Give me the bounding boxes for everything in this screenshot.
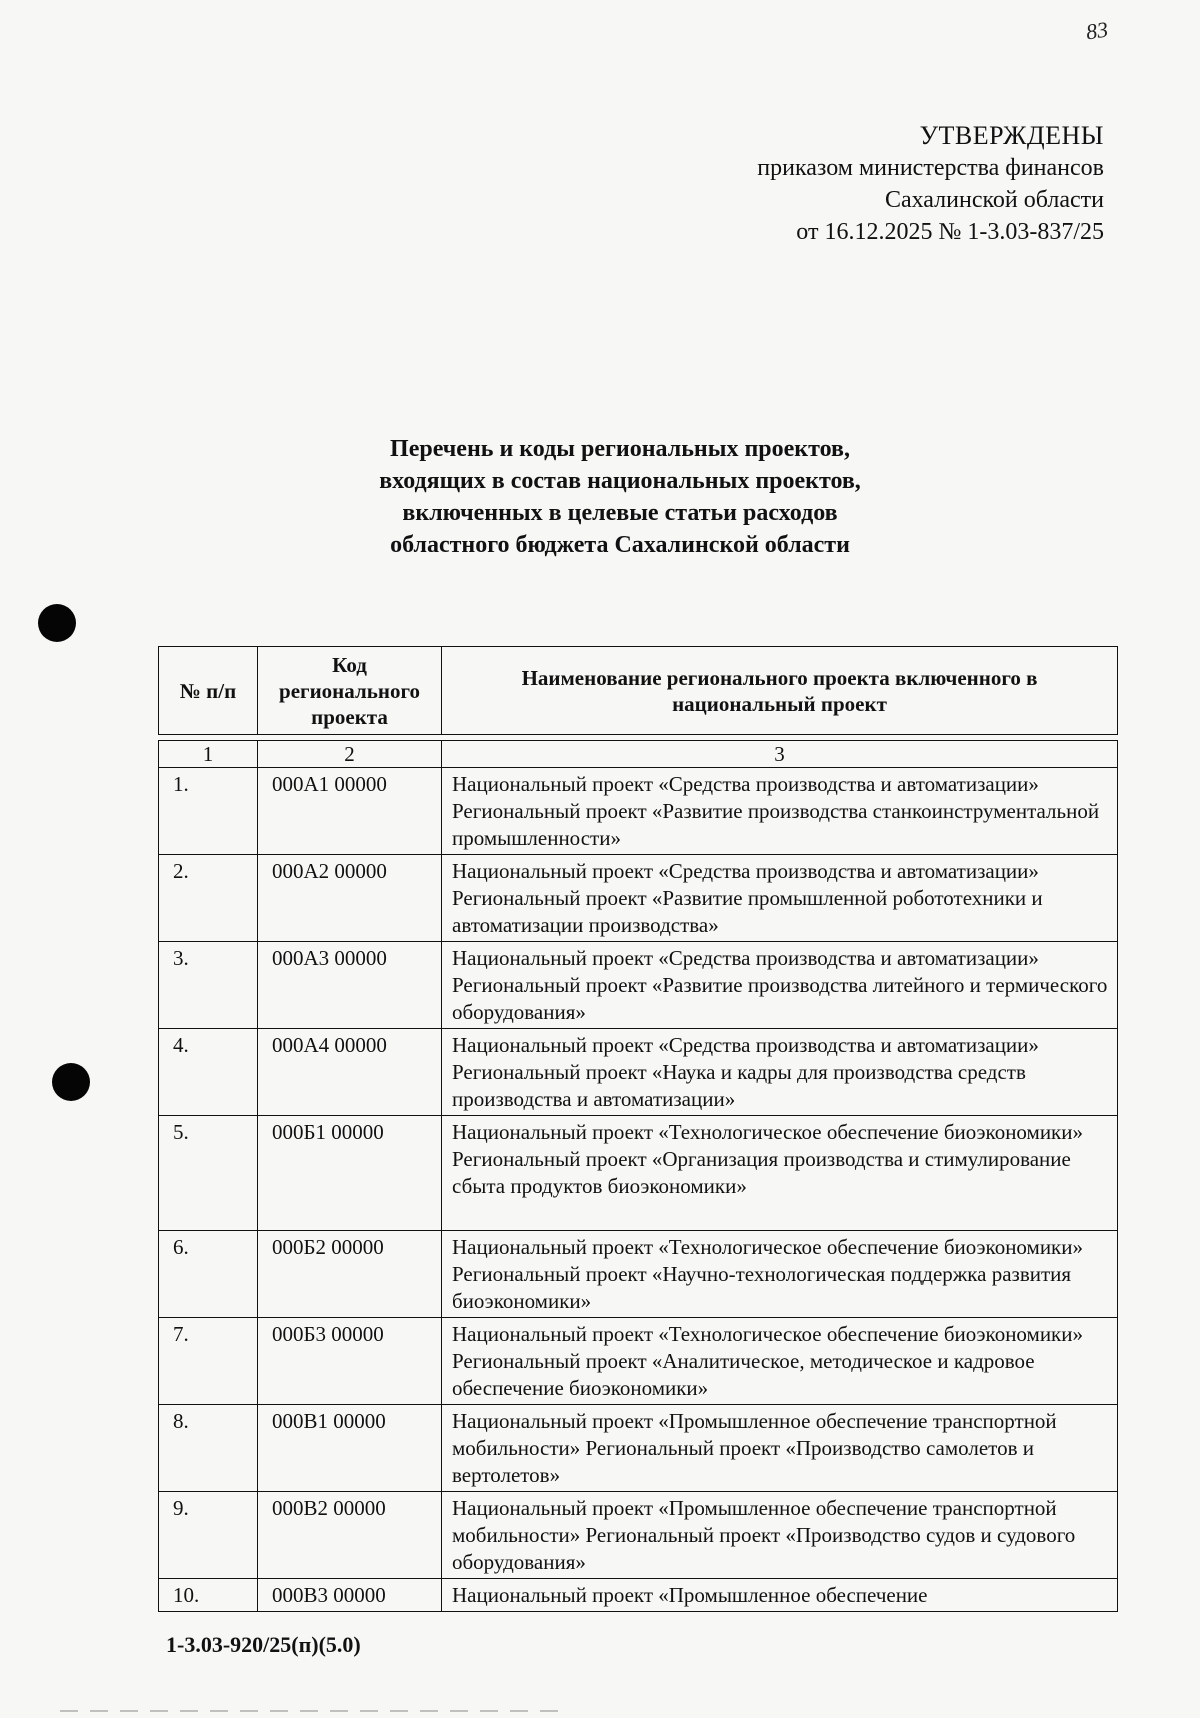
header-name: Наименование регионального проекта включенного в национальный проект bbox=[442, 647, 1118, 735]
row-code: 000А4 00000 bbox=[258, 1029, 442, 1116]
table-row bbox=[159, 1231, 1118, 1318]
column-number: 3 bbox=[442, 741, 1118, 768]
document-title bbox=[230, 433, 1010, 561]
row-code: 000В2 00000 bbox=[258, 1492, 442, 1579]
row-name: Национальный проект «Промышленное обеспечение транспортной мобильности» Региональный проект «Производство самолетов и вертолетов» bbox=[442, 1405, 1118, 1492]
approval-line-2: Сахалинской области bbox=[884, 187, 1104, 213]
table-row bbox=[159, 1492, 1118, 1579]
row-code: 000А3 00000 bbox=[258, 942, 442, 1029]
header-code: Код регионального проекта bbox=[258, 647, 442, 735]
table-row bbox=[159, 855, 1118, 942]
row-code: 000Б3 00000 bbox=[258, 1318, 442, 1405]
row-name: Национальный проект «Средства производства и автоматизации» Региональный проект «Развитие промышленной робототехники и автоматизации производства» bbox=[442, 855, 1118, 942]
punch-hole-mark bbox=[52, 1063, 90, 1101]
row-code: 000Б2 00000 bbox=[258, 1231, 442, 1318]
scan-edge-artifact bbox=[60, 1710, 560, 1712]
approval-line-1: приказом министерства финансов bbox=[757, 155, 1104, 181]
approval-heading: УТВЕРЖДЕНЫ bbox=[919, 121, 1104, 150]
column-number: 2 bbox=[258, 741, 442, 768]
row-name: Национальный проект «Промышленное обеспечение транспортной мобильности» Региональный проект «Производство судов и судового оборудования» bbox=[442, 1492, 1118, 1579]
row-number: 8. bbox=[159, 1405, 258, 1492]
row-number: 3. bbox=[159, 942, 258, 1029]
table-row bbox=[159, 1318, 1118, 1405]
row-number: 9. bbox=[159, 1492, 258, 1579]
document-footer-code: 1-3.03-920/25(п)(5.0) bbox=[166, 1632, 361, 1657]
title-line-1: Перечень и коды региональных проектов, bbox=[390, 436, 850, 462]
row-name: Национальный проект «Средства производства и автоматизации» Региональный проект «Наука и кадры для производства средств производства и автоматизации» bbox=[442, 1029, 1118, 1116]
row-number: 1. bbox=[159, 768, 258, 855]
column-number: 1 bbox=[159, 741, 258, 768]
row-number: 5. bbox=[159, 1116, 258, 1231]
punch-hole-mark bbox=[38, 604, 76, 642]
row-name: Национальный проект «Технологическое обеспечение биоэкономики» Региональный проект «Организация производства и стимулирование сбыта продуктов биоэкономики» bbox=[442, 1116, 1118, 1231]
row-name: Национальный проект «Технологическое обеспечение биоэкономики» Региональный проект «Аналитическое, методическое и кадровое обеспечение биоэкономики» bbox=[442, 1318, 1118, 1405]
table-row bbox=[159, 1116, 1118, 1231]
row-number: 6. bbox=[159, 1231, 258, 1318]
page-number: 83 bbox=[1084, 16, 1110, 45]
title-line-4: областного бюджета Сахалинской области bbox=[390, 532, 850, 558]
title-line-3: включенных в целевые статьи расходов bbox=[402, 500, 838, 526]
row-code: 000А1 00000 bbox=[258, 768, 442, 855]
approval-stamp bbox=[544, 120, 1104, 248]
row-code: 000А2 00000 bbox=[258, 855, 442, 942]
row-code: 000В3 00000 bbox=[258, 1579, 442, 1612]
table-row bbox=[159, 1029, 1118, 1116]
table-row bbox=[159, 1579, 1118, 1612]
row-name: Национальный проект «Средства производства и автоматизации» Региональный проект «Развитие производства станкоинструментальной промышленности» bbox=[442, 768, 1118, 855]
row-number: 4. bbox=[159, 1029, 258, 1116]
projects-table bbox=[158, 767, 1118, 1612]
row-number: 2. bbox=[159, 855, 258, 942]
row-name: Национальный проект «Средства производства и автоматизации» Региональный проект «Развитие производства литейного и термического оборудования» bbox=[442, 942, 1118, 1029]
row-name: Национальный проект «Технологическое обеспечение биоэкономики» Региональный проект «Научно-технологическая поддержка развития биоэкономики» bbox=[442, 1231, 1118, 1318]
table-row bbox=[159, 942, 1118, 1029]
row-number: 10. bbox=[159, 1579, 258, 1612]
table-row bbox=[159, 768, 1118, 855]
row-name: Национальный проект «Промышленное обеспечение bbox=[442, 1579, 1118, 1612]
approval-line-3: от 16.12.2025 № 1-3.03-837/25 bbox=[796, 219, 1104, 245]
row-code: 000Б1 00000 bbox=[258, 1116, 442, 1231]
table-row bbox=[159, 1405, 1118, 1492]
row-code: 000В1 00000 bbox=[258, 1405, 442, 1492]
title-line-2: входящих в состав национальных проектов, bbox=[379, 468, 861, 494]
header-num: № п/п bbox=[159, 647, 258, 735]
row-number: 7. bbox=[159, 1318, 258, 1405]
column-numbers-row bbox=[158, 740, 1118, 768]
table-header bbox=[158, 646, 1118, 735]
